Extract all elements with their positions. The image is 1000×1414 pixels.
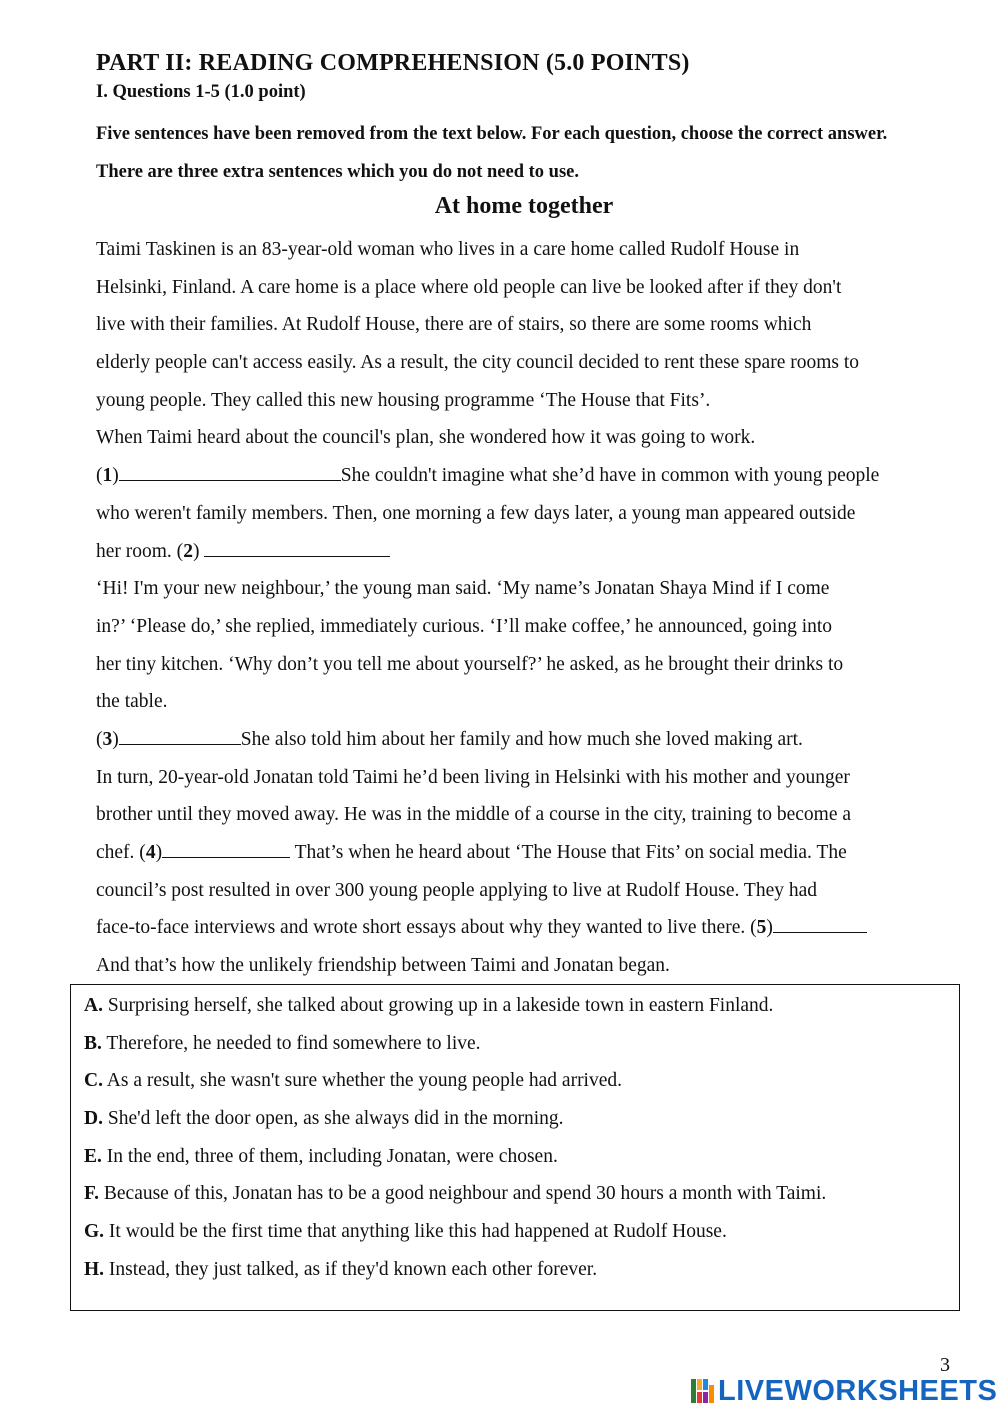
passage-line: live with their families. At Rudolf House, there are of stairs, so there are some rooms which xyxy=(96,314,812,336)
option-letter: B. xyxy=(84,1032,102,1054)
passage-text: She couldn't imagine what she’d have in common with young people xyxy=(340,465,880,487)
option-text: Instead, they just talked, as if they'd known each other forever. xyxy=(104,1258,598,1280)
option-h xyxy=(84,1251,954,1289)
question-title: I. Questions 1-5 (1.0 point) xyxy=(96,82,306,102)
option-f xyxy=(84,1175,954,1213)
liveworksheets-logo xyxy=(691,1374,997,1408)
liveworksheets-logo-icon xyxy=(691,1377,715,1405)
question-number-2: 2 xyxy=(183,540,193,562)
question-number-1: 1 xyxy=(102,465,113,487)
passage-line: Taimi Taskinen is an 83-year-old woman who lives in a care home called Rudolf House in xyxy=(96,239,800,260)
question-number-3: 3 xyxy=(102,728,113,750)
options-list xyxy=(84,987,954,1289)
liveworksheets-logo-text: LIVEWORKSHEETS xyxy=(718,1375,998,1407)
passage-line: ‘Hi! I'm your new neighbour,’ the young man said. ‘My name’s Jonatan Shaya Mind if I come xyxy=(96,578,830,600)
passage-line: council’s post resulted in over 300 young people applying to live at Rudolf House. They had xyxy=(96,879,818,901)
passage-text: She also told him about her family and how much she loved making art. xyxy=(240,728,803,750)
passage-line: When Taimi heard about the council's plan, she wondered how it was going to work. xyxy=(96,427,756,449)
option-text: As a result, she wasn't sure whether the young people had arrived. xyxy=(102,1070,623,1092)
passage-text: her room. ( xyxy=(96,540,184,562)
question-number-5: 5 xyxy=(756,917,767,939)
paren-open: ( xyxy=(96,465,103,487)
passage-line xyxy=(96,909,966,947)
option-a xyxy=(84,987,954,1025)
answer-blank-2[interactable] xyxy=(204,540,390,557)
answer-blank-4[interactable] xyxy=(162,841,290,858)
paren-open: ( xyxy=(96,728,103,750)
paren-close: ) xyxy=(112,728,119,750)
option-letter: D. xyxy=(84,1108,103,1130)
passage-line xyxy=(96,457,966,495)
passage-line: brother until they moved away. He was in the middle of a course in the city, training to become a xyxy=(96,804,852,826)
passage-line: her tiny kitchen. ‘Why don’t you tell me about yourself?’ he asked, as he brought their drinks to xyxy=(96,653,844,675)
paren-close: ) xyxy=(766,917,773,939)
option-letter: F. xyxy=(84,1183,99,1205)
option-c xyxy=(84,1062,954,1100)
passage-line: In turn, 20-year-old Jonatan told Taimi he’d been living in Helsinki with his mother and younger xyxy=(96,766,850,788)
passage-line xyxy=(96,721,966,759)
passage-text: face-to-face interviews and wrote short essays about why they wanted to live there. ( xyxy=(96,917,757,939)
passage-text: chef. ( xyxy=(96,842,146,863)
option-text: Therefore, he needed to find somewhere to live. xyxy=(101,1032,481,1054)
answer-blank-5[interactable] xyxy=(773,916,867,933)
question-number-4: 4 xyxy=(145,842,156,863)
passage-line: the table. xyxy=(96,691,168,713)
passage-line xyxy=(96,834,966,872)
answer-blank-3[interactable] xyxy=(119,728,241,745)
option-letter: A. xyxy=(84,995,103,1016)
option-letter: E. xyxy=(84,1145,102,1167)
passage-line: And that’s how the unlikely friendship between Taimi and Jonatan began. xyxy=(96,955,670,977)
option-text: In the end, three of them, including Jonatan, were chosen. xyxy=(101,1145,558,1167)
passage-line: young people. They called this new housing programme ‘The House that Fits’. xyxy=(96,389,711,411)
option-text: Surprising herself, she talked about growing up in a lakeside town in eastern Finland. xyxy=(102,995,774,1016)
part-title: PART II: READING COMPREHENSION (5.0 POINTS) xyxy=(96,50,690,76)
text-title: At home together xyxy=(434,193,614,219)
answer-blank-1[interactable] xyxy=(119,464,341,481)
paren-close: ) xyxy=(112,465,119,487)
option-b xyxy=(84,1025,954,1063)
option-letter: H. xyxy=(84,1258,105,1280)
passage-line xyxy=(96,533,966,571)
paren-close: ) xyxy=(192,540,205,562)
option-text: It would be the first time that anything like this had happened at Rudolf House. xyxy=(104,1221,727,1243)
option-text: Because of this, Jonatan has to be a good neighbour and spend 30 hours a month with Taimi. xyxy=(99,1183,827,1205)
option-g xyxy=(84,1213,954,1251)
passage-line: elderly people can't access easily. As a result, the city council decided to rent these spare rooms to xyxy=(96,352,860,374)
option-d xyxy=(84,1100,954,1138)
option-letter: C. xyxy=(84,1070,103,1092)
passage-line: in?’ ‘Please do,’ she replied, immediately curious. ‘I’ll make coffee,’ he announced, going into xyxy=(96,615,833,637)
option-e xyxy=(84,1138,954,1176)
passage-line: who weren't family members. Then, one morning a few days later, a young man appeared outside xyxy=(96,502,856,524)
reading-passage xyxy=(96,231,966,985)
instructions: Five sentences have been removed from the text below. For each question, choose the correct answer. There are three extra sentences which you do not need to use. xyxy=(96,124,888,182)
passage-text: That’s when he heard about ‘The House that Fits’ on social media. The xyxy=(290,842,847,863)
page-number: 3 xyxy=(940,1354,950,1376)
option-text: She'd left the door open, as she always did in the morning. xyxy=(102,1108,564,1130)
paren-close: ) xyxy=(155,842,163,863)
passage-line: Helsinki, Finland. A care home is a place where old people can live be looked after if they don't xyxy=(96,276,842,298)
option-letter: G. xyxy=(84,1221,105,1243)
